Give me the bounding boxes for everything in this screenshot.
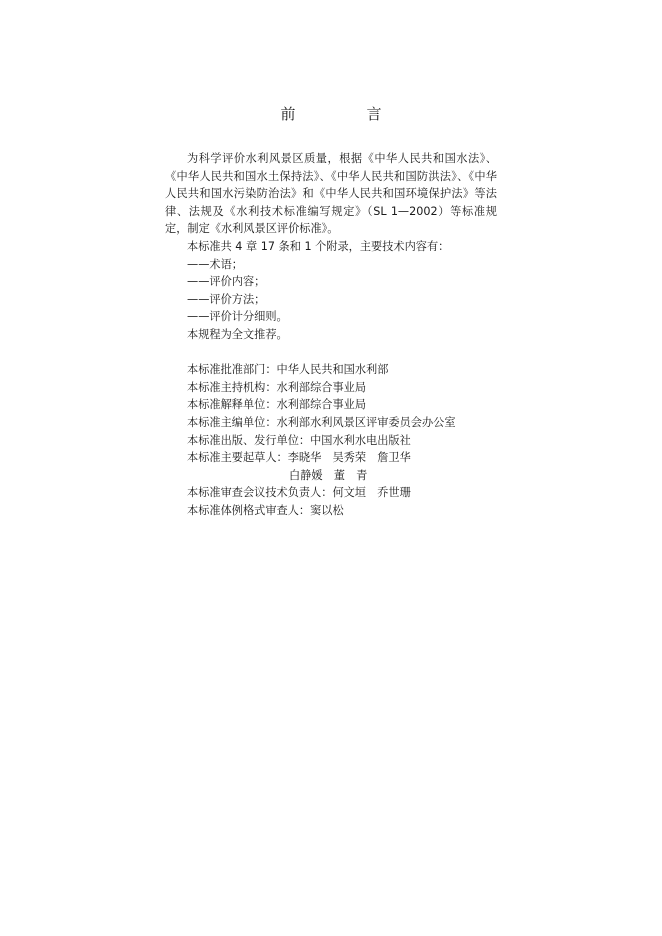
interpretation-unit: 本标准解释单位：水利部综合事业局 — [187, 398, 367, 412]
format-reviewer: 本标准体例格式审查人：窦以松 — [187, 503, 344, 517]
publisher: 本标准出版、发行单位：中国水利水电出版社 — [187, 433, 411, 447]
section-gap — [165, 344, 497, 362]
page-title: 前 言 — [280, 105, 410, 123]
chief-editor-unit: 本标准主编单位：水利部水利风景区评审委员会办公室 — [187, 415, 456, 429]
content-item-evaluation-content: ——评价内容； — [187, 275, 266, 289]
summary-line: 本标准共 4 章 17 条和 1 个附录，主要技术内容有： — [187, 239, 450, 253]
review-technical-lead: 本标准审查会议技术负责人：何文垣 乔世珊 — [187, 486, 411, 500]
approval-department: 本标准批准部门：中华人民共和国水利部 — [187, 363, 389, 377]
host-organization: 本标准主持机构：水利部综合事业局 — [187, 380, 367, 394]
main-drafters-continued: 白静媛 董 青 — [289, 468, 368, 482]
content-item-evaluation-method: ——评价方法； — [187, 292, 266, 306]
preface-body — [165, 150, 497, 519]
main-drafters: 本标准主要起草人：李晓华 吴秀荣 詹卫华 — [187, 451, 411, 465]
intro-paragraph: 为科学评价水利风景区质量，根据《中华人民共和国水法》、《中华人民共和国水土保持法》、《中华人民共和国防洪法》、《中华人民共和国水污染防治法》和《中华人民共和国环境保护法》等法律、法规及《水利技术标准编写规定》（SL 1—2002）等标准规定，制定《水利风景区评价标准》。 — [165, 152, 497, 236]
content-item-scoring-rules: ——评价计分细则。 — [187, 310, 288, 324]
recommendation-line: 本规程为全文推荐。 — [187, 327, 288, 341]
content-item-terms: ——术语； — [187, 257, 243, 271]
